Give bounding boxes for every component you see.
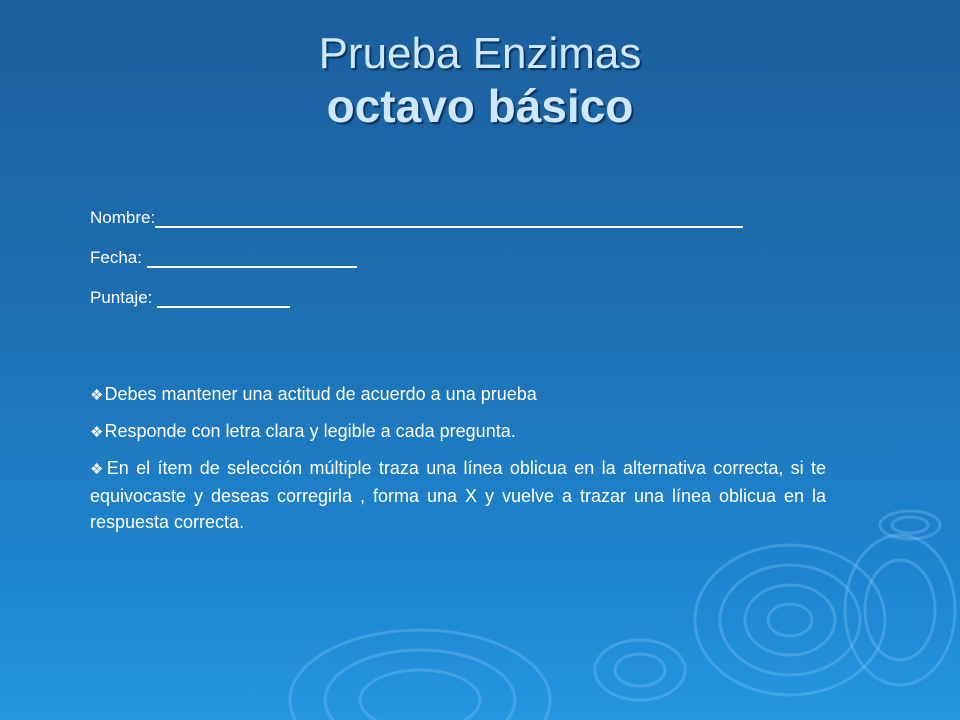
list-item xyxy=(90,418,826,446)
instruction-text: En el ítem de selección múltiple traza una línea oblicua en la alternativa correcta, si te equivocaste y deseas corregirla , forma una X y vuelve a trazar una línea oblicua en la respuesta correcta. xyxy=(90,458,826,532)
date-blank-line[interactable] xyxy=(147,248,357,268)
score-field[interactable] xyxy=(90,288,743,314)
name-blank-line[interactable] xyxy=(155,208,743,228)
student-fields xyxy=(90,208,743,328)
date-label: Fecha: xyxy=(90,248,147,267)
slide-title xyxy=(0,28,960,132)
name-label: Nombre: xyxy=(90,208,156,227)
list-item xyxy=(90,381,826,409)
date-field[interactable] xyxy=(90,248,743,274)
score-label: Puntaje: xyxy=(90,288,158,307)
instructions-list xyxy=(90,381,826,544)
score-blank-line[interactable] xyxy=(157,288,290,308)
name-field[interactable] xyxy=(90,208,743,234)
diamond-bullet-icon: ❖ xyxy=(90,424,104,441)
instruction-text: Responde con letra clara y legible a cada pregunta. xyxy=(104,421,516,441)
title-line-1: Prueba Enzimas xyxy=(318,29,642,78)
list-item xyxy=(90,455,826,535)
diamond-bullet-icon: ❖ xyxy=(90,387,104,404)
instruction-text: Debes mantener una actitud de acuerdo a una prueba xyxy=(104,384,537,404)
diamond-bullet-icon: ❖ xyxy=(90,461,106,478)
title-line-2: octavo básico xyxy=(326,80,634,132)
